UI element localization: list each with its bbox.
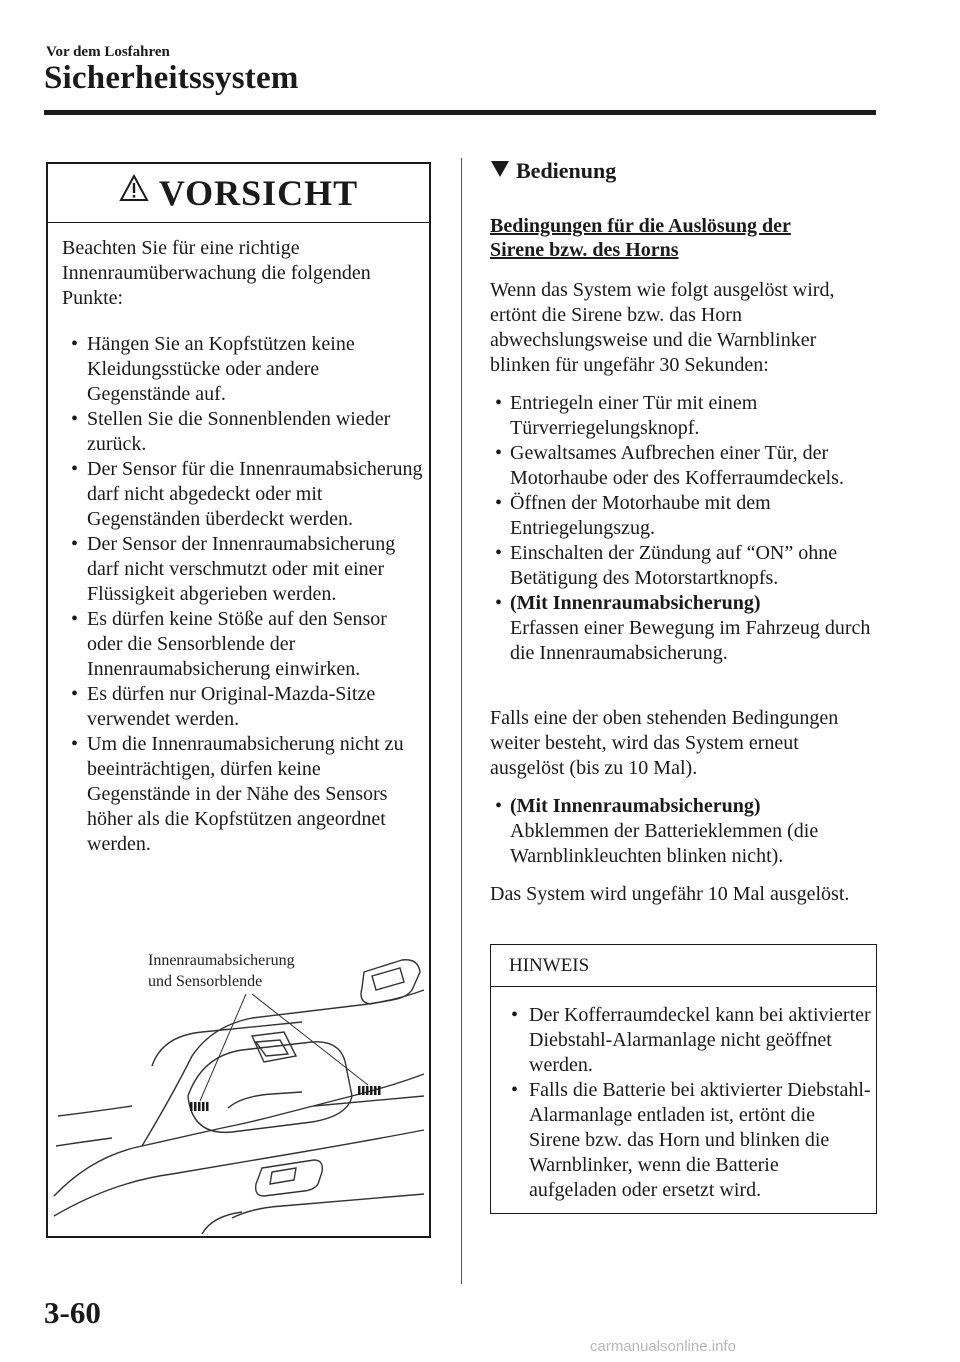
bullet: • [71,333,79,355]
list-item: • Stellen Sie die Sonnenblenden wieder zurück. [71,408,391,455]
list-item: • Der Kofferraumdeckel kann bei aktivierter Diebstahl-Alarmanlage nicht geöffnet werden. [511,1004,871,1076]
caution-list [62,332,424,857]
list-item: • Der Sensor der Innenraumabsicherung darf nicht verschmutzt oder mit einer Flüssigkeit abgerieben werden. [71,533,396,605]
bullet: • [495,442,503,464]
bullet: • [495,492,503,514]
list-item: • Gewaltsames Aufbrechen einer Tür, der Motorhaube oder des Kofferraumdeckels. [495,442,844,489]
list-item: • Der Sensor für die Innenraumabsicherung darf nicht abgedeckt oder mit Gegenständen überdeckt werden. [71,458,423,530]
watermark: carmanualsonline.info [590,1338,736,1355]
header-rule [44,110,876,115]
bullet: • [71,408,79,430]
caution-header [48,164,429,223]
bullet: • [511,1079,519,1101]
page-number: 3-60 [44,1295,101,1330]
section-label: Vor dem Losfahren [46,44,170,60]
column-divider [461,158,462,1284]
trigger-list [490,391,882,666]
bullet: • [71,733,79,755]
extra-trigger-list [490,794,882,869]
bullet: • [71,608,79,630]
conditions-title: Bedingungen für die Auslösung der Sirene bzw. des Horns [490,215,791,261]
repeat-paragraph: Falls eine der oben stehenden Bedingungen weiter besteht, wird das System erneut ausgelöst (bis zu 10 Mal). [490,707,839,779]
count-paragraph: Das System wird ungefähr 10 Mal ausgelöst. [490,883,850,905]
caution-box [46,162,431,1238]
list-item: • Einschalten der Zündung auf “ON” ohne Betätigung des Motorstartknopfs. [495,542,838,589]
bullet: • [495,592,503,614]
bullet: • [71,533,79,555]
note-list [501,1003,871,1203]
warning-icon [119,174,149,207]
bullet: • [71,683,79,705]
list-item: • Hängen Sie an Kopfstützen keine Kleidungsstücke oder andere Gegenstände auf. [71,333,355,405]
list-item: • Um die Innenraumabsicherung nicht zu beeinträchtigen, dürfen keine Gegenstände in der Nähe des Sensors höher als die Kopfstützen angeordnet werden. [71,733,404,855]
list-item: • (Mit Innenraumabsicherung) Erfassen einer Bewegung im Fahrzeug durch die Innenraumabsicherung. [495,592,871,664]
intro-paragraph: Wenn das System wie folgt ausgelöst wird, ertönt die Sirene bzw. das Horn abwechslungsweise und die Warnblinker blinken für ungefähr 30 Sekunden: [490,279,835,376]
list-item: • Falls die Batterie bei aktivierter Diebstahl-Alarmanlage entladen ist, ertönt die Sirene bzw. das Horn und blinken die Warnblinker, wenn die Batterie aufgeladen oder ersetzt wird. [511,1079,871,1201]
page-title: Sicherheitssystem [44,60,299,96]
list-item: • (Mit Innenraumabsicherung) Abklemmen der Batterieklemmen (die Warnblinkleuchten blinken nicht). [495,795,819,867]
list-item: • Es dürfen nur Original-Mazda-Sitze verwendet werden. [71,683,376,730]
note-box [490,944,877,1214]
section-heading: Bedienung [490,158,616,184]
caution-intro: Beachten Sie für eine richtige Innenraumüberwachung die folgenden Punkte: [62,237,371,309]
note-title: HINWEIS [491,945,876,987]
triangle-down-icon [490,158,510,184]
list-item: • Öffnen der Motorhaube mit dem Entriegelungszug. [495,492,771,539]
caution-title: VORSICHT [158,173,359,213]
bullet: • [495,795,503,817]
bullet: • [495,542,503,564]
bullet: • [71,458,79,480]
bullet: • [495,392,503,414]
figure-caption: Innenraumabsicherung und Sensorblende [148,952,295,990]
bullet: • [511,1004,519,1026]
list-item: • Entriegeln einer Tür mit einem Türverriegelungsknopf. [495,392,758,439]
list-item: • Es dürfen keine Stöße auf den Sensor oder die Sensorblende der Innenraumabsicherung einwirken. [71,608,387,680]
